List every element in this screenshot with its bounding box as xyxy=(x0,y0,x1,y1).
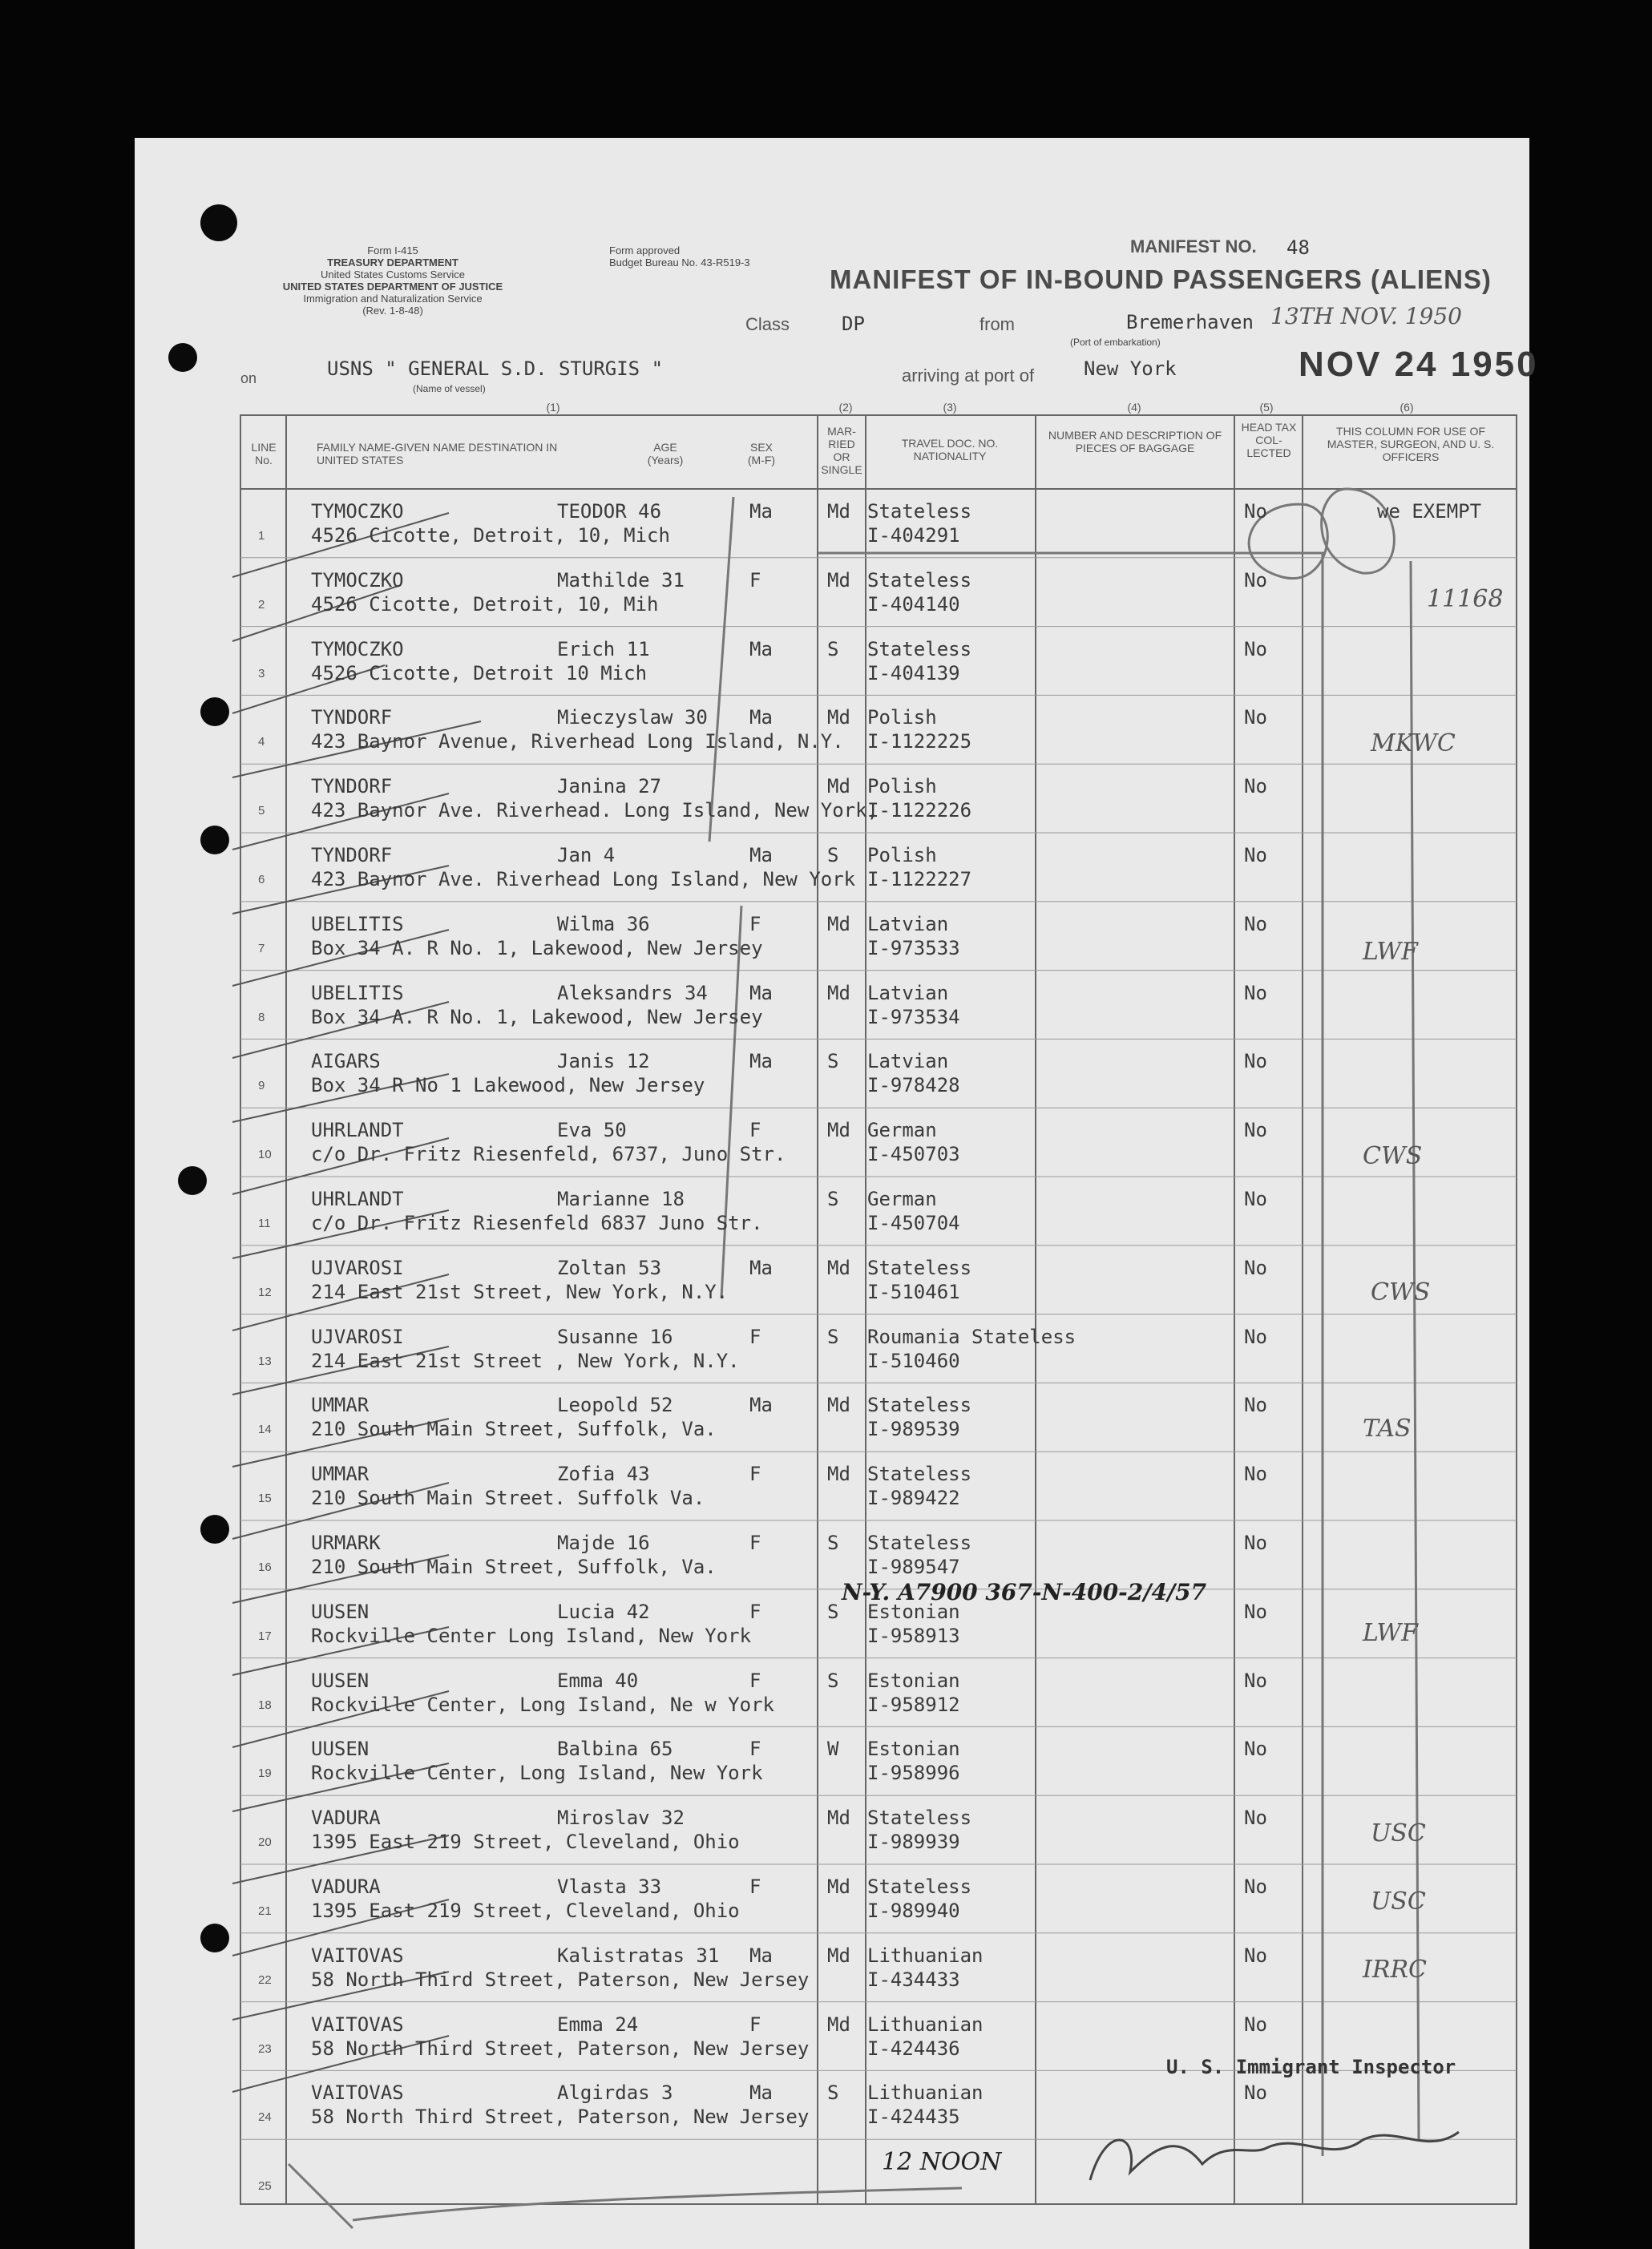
nationality: Latvian xyxy=(867,1050,949,1073)
sex: Ma xyxy=(749,2081,773,2105)
head-tax: No xyxy=(1244,1394,1267,1417)
col-number-4: (4) xyxy=(1127,401,1141,414)
port-embark-caption: (Port of embarkation) xyxy=(1070,337,1161,348)
vessel-name: USNS " GENERAL S.D. STURGIS " xyxy=(327,357,664,380)
destination: 423 Baynor Ave. Riverhead Long Island, New York xyxy=(311,868,856,890)
line-number: 3 xyxy=(258,666,265,680)
departure-date-note: 13TH NOV. 1950 xyxy=(1270,303,1462,329)
family-name: TYMOCZKO xyxy=(311,637,404,660)
given-name-age: Emma 24 xyxy=(557,2013,639,2036)
head-tax: No xyxy=(1244,1256,1267,1279)
given-name-age: Mieczyslaw 30 xyxy=(557,706,708,729)
marital-status: S xyxy=(827,637,839,660)
family-name: UJVAROSI xyxy=(311,1256,404,1279)
line-number: 9 xyxy=(258,1079,265,1093)
destination: 210 South Main Street, Suffolk, Va. xyxy=(311,1418,717,1441)
given-name-age: Erich 11 xyxy=(557,637,650,660)
travel-doc-no: I-510460 xyxy=(867,1349,960,1372)
officer-mark: TAS xyxy=(1363,1415,1412,1443)
manifest-no: 48 xyxy=(1286,236,1310,259)
officer-mark: 11168 xyxy=(1427,585,1504,613)
sex: Ma xyxy=(749,981,773,1004)
line-number: 17 xyxy=(258,1629,272,1643)
marital-status: S xyxy=(827,1532,839,1554)
destination: 210 South Main Street. Suffolk Va. xyxy=(311,1487,705,1510)
marital-status: Md xyxy=(827,500,850,523)
destination: 4526 Cicotte, Detroit 10 Mich xyxy=(311,661,648,684)
nationality: Stateless xyxy=(867,1807,972,1830)
travel-doc-no: I-1122225 xyxy=(867,730,972,753)
marital-status: Md xyxy=(827,1394,850,1417)
marital-status: Md xyxy=(827,1876,850,1898)
marital-status: S xyxy=(827,1600,839,1623)
dept-treasury: TREASURY DEPARTMENT xyxy=(327,256,458,269)
col-number-5: (5) xyxy=(1259,401,1274,414)
given-name-age: Zoltan 53 xyxy=(557,1256,662,1279)
head-tax: No xyxy=(1244,1807,1267,1830)
sex: F xyxy=(749,1669,761,1692)
family-name: VAITOVAS xyxy=(311,1944,404,1967)
nationality: Lithuanian xyxy=(867,2081,984,2105)
given-name-age: Janina 27 xyxy=(557,775,662,798)
given-name-age: Emma 40 xyxy=(557,1669,639,1692)
given-name-age: Aleksandrs 34 xyxy=(557,981,708,1004)
family-name: TYNDORF xyxy=(311,706,393,729)
approval-line: Form approved xyxy=(609,244,681,256)
marital-status: S xyxy=(827,844,839,866)
form-number: Form I-415 xyxy=(367,244,418,256)
given-name-age: Majde 16 xyxy=(557,1532,650,1554)
head-tax: No xyxy=(1244,1463,1267,1486)
destination: Rockville Center, Long Island, Ne w York xyxy=(311,1693,774,1716)
family-name: VAITOVAS xyxy=(311,2081,404,2105)
officer-mark: LWF xyxy=(1363,938,1418,966)
head-tax: No xyxy=(1244,1738,1267,1761)
sex: F xyxy=(749,2013,761,2036)
line-number: 15 xyxy=(258,1492,272,1506)
sex: F xyxy=(749,1876,761,1898)
sex: Ma xyxy=(749,637,773,660)
nationality: Estonian xyxy=(867,1738,960,1761)
given-name-age: Marianne 18 xyxy=(557,1188,685,1210)
travel-doc-no: I-434433 xyxy=(867,1968,960,1991)
destination: 4526 Cicotte, Detroit, 10, Mich xyxy=(311,524,670,547)
nationality: Stateless xyxy=(867,568,972,592)
col-header-head-tax: HEAD TAX COL-LECTED xyxy=(1241,421,1297,459)
sex: F xyxy=(749,1532,761,1554)
line-number: 4 xyxy=(258,735,265,749)
manifest-no-label: MANIFEST NO. xyxy=(1130,236,1257,256)
marital-status: Md xyxy=(827,1256,850,1279)
vessel-caption: (Name of vessel) xyxy=(413,383,486,394)
given-name-age: Miroslav 32 xyxy=(557,1807,685,1830)
line-number: 1 xyxy=(258,529,265,543)
marital-status: Md xyxy=(827,1463,850,1486)
class-label: Class xyxy=(745,314,790,334)
sex: Ma xyxy=(749,1050,773,1073)
head-tax: No xyxy=(1244,2081,1267,2105)
family-name: UUSEN xyxy=(311,1738,370,1761)
form-revision: (Rev. 1-8-48) xyxy=(362,305,423,317)
head-tax: No xyxy=(1244,500,1267,523)
nationality: Stateless xyxy=(867,1256,972,1279)
marital-status: S xyxy=(827,1669,839,1692)
col-header-name: FAMILY NAME-GIVEN NAME DESTINATION IN UNITED STATES xyxy=(317,441,558,466)
marital-status: S xyxy=(827,1325,839,1348)
head-tax: No xyxy=(1244,2013,1267,2036)
line-number: 8 xyxy=(258,1010,265,1024)
nationality: Stateless xyxy=(867,1463,972,1486)
head-tax: No xyxy=(1244,775,1267,798)
nationality: Polish xyxy=(867,706,937,729)
travel-doc-no: I-450704 xyxy=(867,1212,960,1234)
col-header-sex: SEX (M-F) xyxy=(747,441,776,466)
marital-status: Md xyxy=(827,2013,850,2036)
nationality: Estonian xyxy=(867,1669,960,1692)
destination: 58 North Third Street, Paterson, New Jersey xyxy=(311,2106,810,2129)
sex: Ma xyxy=(749,844,773,866)
line-number: 21 xyxy=(258,1904,272,1918)
line-number: 22 xyxy=(258,1972,272,1987)
travel-doc-no: I-404291 xyxy=(867,524,960,547)
sex: Ma xyxy=(749,500,773,523)
inspector-title: U. S. Immigrant Inspector xyxy=(1166,2056,1456,2078)
family-name: UBELITIS xyxy=(311,981,404,1004)
head-tax: No xyxy=(1244,1050,1267,1073)
head-tax: No xyxy=(1244,844,1267,866)
nationality: Stateless xyxy=(867,1532,972,1554)
sex: F xyxy=(749,1738,761,1761)
line-number: 16 xyxy=(258,1561,272,1574)
head-tax: No xyxy=(1244,981,1267,1004)
head-tax: No xyxy=(1244,706,1267,729)
travel-doc-no: I-404140 xyxy=(867,592,960,616)
marital-status: Md xyxy=(827,981,850,1004)
family-name: VAITOVAS xyxy=(311,2013,404,2036)
marital-status: Md xyxy=(827,775,850,798)
travel-doc-no: I-958996 xyxy=(867,1762,960,1785)
destination: c/o Dr. Fritz Riesenfeld, 6737, Juno Str. xyxy=(311,1143,786,1166)
nationality: Stateless xyxy=(867,500,972,523)
given-name-age: Lucia 42 xyxy=(557,1600,650,1623)
family-name: AIGARS xyxy=(311,1050,381,1073)
family-name: TYNDORF xyxy=(311,844,393,866)
destination: Box 34 A. R No. 1, Lakewood, New Jersey xyxy=(311,1005,763,1028)
family-name: UMMAR xyxy=(311,1463,370,1486)
head-tax: No xyxy=(1244,1119,1267,1142)
line-number: 19 xyxy=(258,1766,272,1781)
travel-doc-no: I-989539 xyxy=(867,1418,960,1441)
marital-status: Md xyxy=(827,912,850,935)
officer-mark: CWS xyxy=(1363,1142,1423,1170)
family-name: URMARK xyxy=(311,1532,381,1554)
col-number-1: (1) xyxy=(546,401,560,414)
given-name-age: Vlasta 33 xyxy=(557,1876,662,1898)
officer-column: we EXEMPT xyxy=(1377,500,1482,523)
officer-mark: USC xyxy=(1371,1888,1426,1916)
family-name: UBELITIS xyxy=(311,912,404,935)
line-number: 23 xyxy=(258,2041,272,2056)
line-number: 20 xyxy=(258,1835,272,1850)
family-name: TYNDORF xyxy=(311,775,393,798)
travel-doc-no: I-404139 xyxy=(867,661,960,684)
col-number-2: (2) xyxy=(838,401,853,414)
head-tax: No xyxy=(1244,912,1267,935)
destination: 4526 Cicotte, Detroit, 10, Mih xyxy=(311,592,659,616)
family-name: VADURA xyxy=(311,1876,381,1898)
line-number: 12 xyxy=(258,1285,272,1299)
given-name-age: Eva 50 xyxy=(557,1119,627,1142)
head-tax: No xyxy=(1244,1532,1267,1554)
from-label: from xyxy=(979,314,1015,334)
nationality: Lithuanian xyxy=(867,2013,984,2036)
given-name-age: Algirdas 3 xyxy=(557,2081,673,2105)
destination: Rockville Center, Long Island, New York xyxy=(311,1762,763,1785)
travel-doc-no: I-989940 xyxy=(867,1900,960,1922)
destination: 214 East 21st Street, New York, N.Y. xyxy=(311,1280,729,1303)
line-number: 7 xyxy=(258,941,265,955)
sex: Ma xyxy=(749,706,773,729)
nationality: Roumania Stateless xyxy=(867,1325,1076,1348)
travel-doc-no: I-958913 xyxy=(867,1624,960,1647)
sex: Ma xyxy=(749,1394,773,1417)
col-number-6: (6) xyxy=(1400,401,1414,414)
arriving-label: arriving at port of xyxy=(902,365,1035,386)
marital-status: Md xyxy=(827,568,850,592)
destination: 214 East 21st Street , New York, N.Y. xyxy=(311,1349,740,1372)
class-value: DP xyxy=(842,313,865,335)
marital-status: Md xyxy=(827,706,850,729)
destination: 423 Baynor Avenue, Riverhead Long Island, N.Y. xyxy=(311,730,844,753)
family-name: UUSEN xyxy=(311,1669,370,1692)
family-name: UMMAR xyxy=(311,1394,370,1417)
travel-doc-no: I-958912 xyxy=(867,1693,960,1716)
nationality: Stateless xyxy=(867,1876,972,1898)
officer-mark: IRRC xyxy=(1363,1956,1427,1984)
destination: c/o Dr. Fritz Riesenfeld 6837 Juno Str. xyxy=(311,1212,763,1234)
given-name-age: Wilma 36 xyxy=(557,912,650,935)
line-number: 6 xyxy=(258,873,265,886)
col-header-married: MAR-RIED OR SINGLE xyxy=(821,425,862,476)
customs-service: United States Customs Service xyxy=(321,269,465,281)
col-header-baggage: NUMBER AND DESCRIPTION OF PIECES OF BAGGAGE xyxy=(1048,429,1222,454)
family-name: UJVAROSI xyxy=(311,1325,404,1348)
from-value: Bremerhaven xyxy=(1126,311,1254,333)
head-tax: No xyxy=(1244,1944,1267,1967)
family-name: UUSEN xyxy=(311,1600,370,1623)
family-name: VADURA xyxy=(311,1807,381,1830)
travel-doc-no: I-978428 xyxy=(867,1074,960,1097)
col-header-travel-doc: TRAVEL DOC. NO. NATIONALITY xyxy=(901,437,999,462)
line-number: 18 xyxy=(258,1698,272,1712)
nationality: Latvian xyxy=(867,981,949,1004)
travel-doc-no: I-973533 xyxy=(867,936,960,959)
family-name: UHRLANDT xyxy=(311,1119,404,1142)
nationality: Polish xyxy=(867,775,937,798)
head-tax: No xyxy=(1244,1600,1267,1623)
destination: 1395 East 219 Street, Cleveland, Ohio xyxy=(311,1831,740,1854)
marital-status: Md xyxy=(827,1807,850,1830)
sex: F xyxy=(749,568,761,592)
given-name-age: TEODOR 46 xyxy=(557,500,662,523)
travel-doc-no: I-424435 xyxy=(867,2106,960,2129)
col-header-line-no: LINE No. xyxy=(251,441,277,466)
marital-status: S xyxy=(827,1050,839,1073)
nationality: German xyxy=(867,1188,937,1210)
head-tax: No xyxy=(1244,637,1267,660)
nationality: Stateless xyxy=(867,1394,972,1417)
col-header-age: AGE (Years) xyxy=(647,441,684,466)
col-number-3: (3) xyxy=(943,401,957,414)
sex: F xyxy=(749,1463,761,1486)
head-tax: No xyxy=(1244,1669,1267,1692)
sex: F xyxy=(749,1119,761,1142)
sex: Ma xyxy=(749,1256,773,1279)
travel-doc-no: I-1122226 xyxy=(867,799,972,822)
officer-mark: CWS xyxy=(1371,1278,1431,1306)
family-name: TYMOCZKO xyxy=(311,568,404,592)
sex: F xyxy=(749,1325,761,1348)
travel-doc-no: I-424436 xyxy=(867,2037,960,2060)
nationality: Stateless xyxy=(867,637,972,660)
arrival-date-stamp: NOV 24 1950 xyxy=(1299,345,1539,384)
sex: F xyxy=(749,1600,761,1623)
destination: 58 North Third Street, Paterson, New Jersey xyxy=(311,1968,810,1991)
destination: Box 34 A. R No. 1, Lakewood, New Jersey xyxy=(311,936,763,959)
destination: 210 South Main Street, Suffolk, Va. xyxy=(311,1556,717,1578)
nationality: Estonian xyxy=(867,1600,960,1623)
travel-doc-no: I-1122227 xyxy=(867,868,972,890)
given-name-age: Mathilde 31 xyxy=(557,568,685,592)
travel-doc-no: I-450703 xyxy=(867,1143,960,1166)
travel-doc-no: I-973534 xyxy=(867,1005,960,1028)
travel-doc-no: I-989939 xyxy=(867,1831,960,1854)
arrival-port: New York xyxy=(1084,357,1177,380)
line-number: 13 xyxy=(258,1354,272,1368)
marital-status: W xyxy=(827,1738,839,1761)
marital-status: S xyxy=(827,1188,839,1210)
line-number: 14 xyxy=(258,1423,272,1437)
line-number: 2 xyxy=(258,597,265,612)
page-title: MANIFEST OF IN-BOUND PASSENGERS (ALIENS) xyxy=(830,264,1492,294)
sex: F xyxy=(749,912,761,935)
marital-status: Md xyxy=(827,1944,850,1967)
officer-mark: LWF xyxy=(1363,1619,1418,1647)
given-name-age: Balbina 65 xyxy=(557,1738,673,1761)
nationality: German xyxy=(867,1119,937,1142)
head-tax: No xyxy=(1244,1188,1267,1210)
marital-status: Md xyxy=(827,1119,850,1142)
col-header-officers: THIS COLUMN FOR USE OF MASTER, SURGEON, AND U. S. OFFICERS xyxy=(1327,425,1495,463)
line-number: 24 xyxy=(258,2110,272,2125)
sex: Ma xyxy=(749,1944,773,1967)
destination: 58 North Third Street, Paterson, New Jersey xyxy=(311,2037,810,2060)
destination: Box 34 R No 1 Lakewood, New Jersey xyxy=(311,1074,705,1097)
given-name-age: Leopold 52 xyxy=(557,1394,673,1417)
nationality: Lithuanian xyxy=(867,1944,984,1967)
line-number: 10 xyxy=(258,1148,272,1162)
budget-bureau-line: Budget Bureau No. 43-R519-3 xyxy=(609,256,750,269)
head-tax: No xyxy=(1244,568,1267,592)
travel-doc-no: I-989547 xyxy=(867,1556,960,1578)
family-name: TYMOCZKO xyxy=(311,500,404,523)
nationality: Latvian xyxy=(867,912,949,935)
given-name-age: Jan 4 xyxy=(557,844,616,866)
officer-mark: MKWC xyxy=(1371,729,1456,757)
naturalization-note: N-Y. A7900 367-N-400-2/4/57 xyxy=(842,1579,1207,1605)
ins-service: Immigration and Naturalization Service xyxy=(303,293,483,305)
travel-doc-no: I-510461 xyxy=(867,1280,960,1303)
officer-mark: USC xyxy=(1371,1819,1426,1847)
line-number: 25 xyxy=(258,2179,272,2194)
dept-justice: UNITED STATES DEPARTMENT OF JUSTICE xyxy=(282,281,503,293)
line-number: 5 xyxy=(258,804,265,818)
family-name: UHRLANDT xyxy=(311,1188,404,1210)
noon-note: 12 NOON xyxy=(882,2148,1002,2176)
destination: 423 Baynor Ave. Riverhead. Long Island, New York, xyxy=(311,799,879,822)
given-name-age: Janis 12 xyxy=(557,1050,650,1073)
destination: 1395 East 219 Street, Cleveland, Ohio xyxy=(311,1900,740,1922)
given-name-age: Susanne 16 xyxy=(557,1325,673,1348)
destination: Rockville Center Long Island, New York xyxy=(311,1624,752,1647)
on-label: on xyxy=(240,370,257,386)
head-tax: No xyxy=(1244,1325,1267,1348)
line-number: 11 xyxy=(258,1217,271,1230)
given-name-age: Kalistratas 31 xyxy=(557,1944,720,1967)
nationality: Polish xyxy=(867,844,937,866)
marital-status: S xyxy=(827,2081,839,2105)
given-name-age: Zofia 43 xyxy=(557,1463,650,1486)
travel-doc-no: I-989422 xyxy=(867,1487,960,1510)
head-tax: No xyxy=(1244,1876,1267,1898)
